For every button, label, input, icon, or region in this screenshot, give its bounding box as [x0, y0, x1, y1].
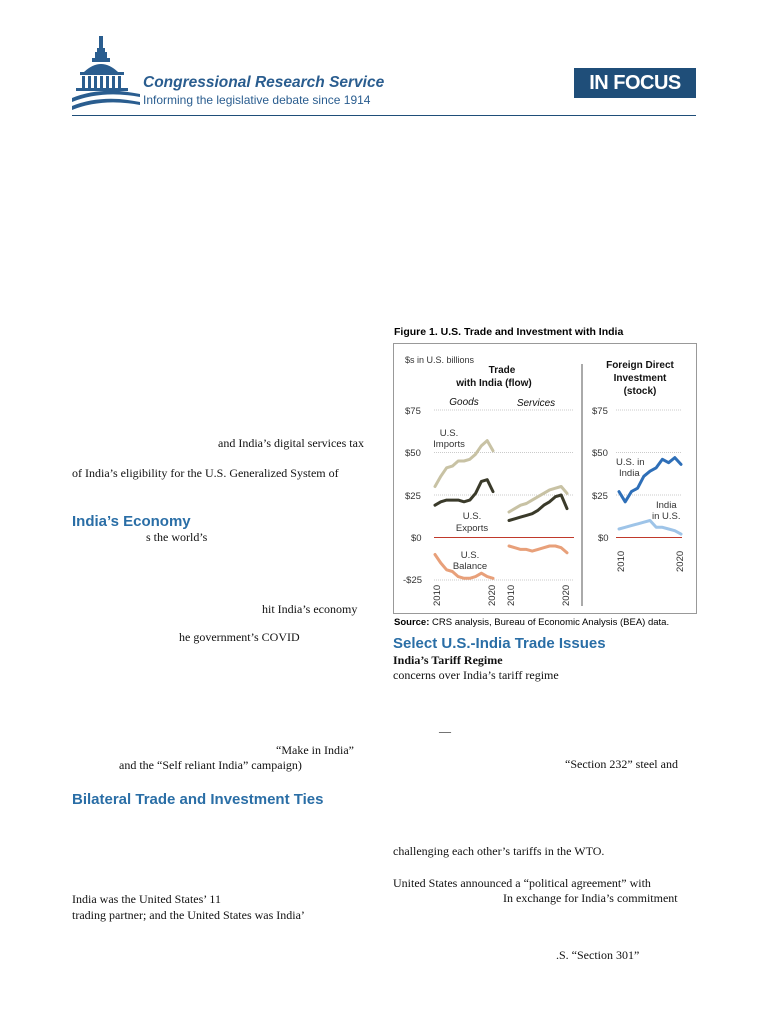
label-imports-2: Imports — [433, 439, 465, 450]
text-gsp: of India’s eligibility for the U.S. Generalized System of — [72, 466, 339, 480]
fdi-y-tick-25: $25 — [592, 491, 608, 502]
text-11th: India was the United States’ 11 — [72, 892, 221, 906]
label-india-in-us-1: India — [656, 500, 677, 511]
subheading-tariff-regime: India’s Tariff Regime — [393, 653, 503, 667]
x-tick-goods-2010: 2010 — [432, 584, 443, 606]
y-tick-neg25: -$25 — [403, 575, 423, 586]
series-line-imports-1 — [509, 487, 567, 513]
crs-dome-logo — [72, 36, 140, 110]
heading-indias-economy: India’s Economy — [72, 513, 191, 530]
label-exports-2: Exports — [455, 523, 489, 534]
label-imports-1: U.S. — [439, 428, 459, 439]
figure-source — [394, 617, 669, 628]
y-tick-0: $0 — [411, 533, 422, 544]
text-digital-tax: and India’s digital services tax — [218, 436, 364, 450]
text-hit-economy: hit India’s economy — [262, 602, 358, 616]
label-india-in-us-2: in U.S. — [652, 511, 681, 522]
heading-trade-issues: Select U.S.-India Trade Issues — [393, 635, 606, 652]
series-line-exports-0 — [435, 480, 493, 506]
in-focus-badge: IN FOCUS — [574, 68, 696, 98]
y-tick-75: $75 — [405, 406, 421, 417]
text-wto: challenging each other’s tariffs in the WTO. — [393, 844, 605, 858]
fdi-title-2: Investment — [613, 373, 667, 384]
y-tick-50: $50 — [405, 448, 421, 459]
header-rule — [72, 115, 696, 116]
org-tagline: Informing the legislative debate since 1914 — [143, 93, 371, 107]
x-tick-goods-2020: 2020 — [487, 584, 498, 606]
label-exports-1: U.S. — [462, 511, 482, 522]
trade-title-2: with India (flow) — [456, 378, 532, 389]
text-trading-partner: trading partner; and the United States was India’ — [72, 908, 305, 922]
text-covid: he government’s COVID — [179, 630, 300, 644]
x-tick-fdi-2020: 2020 — [675, 550, 686, 572]
figure-frame — [393, 343, 697, 614]
units-label: $s in U.S. billions — [405, 355, 475, 365]
y-tick-25: $25 — [405, 491, 421, 502]
source-label: Source: — [394, 617, 430, 628]
fdi-title-1: Foreign Direct — [606, 360, 674, 371]
text-self-reliant: and the “Self reliant India” campaign) — [119, 758, 302, 772]
x-tick-fdi-2010: 2010 — [616, 550, 627, 572]
label-balance-1: U.S. — [460, 550, 480, 561]
text-worlds: s the world’s — [146, 530, 208, 544]
series-line-india_in_us-2 — [619, 521, 681, 535]
fdi-y-tick-50: $50 — [592, 448, 608, 459]
trade-investment-chart — [394, 344, 696, 613]
text-dash: — — [439, 724, 451, 738]
text-political-agreement: United States announced a “political agreement” with — [393, 876, 651, 890]
figure-title: Figure 1. U.S. Trade and Investment with India — [394, 326, 624, 338]
text-india-commitment: In exchange for India’s commitment — [503, 891, 678, 905]
services-label: Services — [516, 398, 556, 409]
text-tariff-concerns: concerns over India’s tariff regime — [393, 668, 559, 682]
text-make-in-india: “Make in India” — [276, 743, 354, 757]
org-name: Congressional Research Service — [143, 74, 385, 91]
fdi-title-3: (stock) — [623, 386, 657, 397]
text-section-232: “Section 232” steel and — [565, 757, 678, 771]
label-us-in-india-2: India — [619, 468, 640, 479]
label-us-in-india-1: U.S. in — [616, 457, 645, 468]
heading-bilateral-trade: Bilateral Trade and Investment Ties — [72, 791, 324, 808]
x-tick-services-2020: 2020 — [561, 584, 572, 606]
goods-label: Goods — [449, 397, 479, 408]
source-text: CRS analysis, Bureau of Economic Analysis (BEA) data. — [429, 617, 670, 628]
fdi-y-tick-75: $75 — [592, 406, 608, 417]
fdi-y-tick-0: $0 — [598, 533, 609, 544]
label-balance-2: Balance — [452, 561, 488, 572]
trade-title-1: Trade — [488, 365, 516, 376]
series-line-balance-1 — [509, 546, 567, 553]
x-tick-services-2010: 2010 — [506, 584, 517, 606]
text-section-301: .S. “Section 301” — [556, 948, 640, 962]
